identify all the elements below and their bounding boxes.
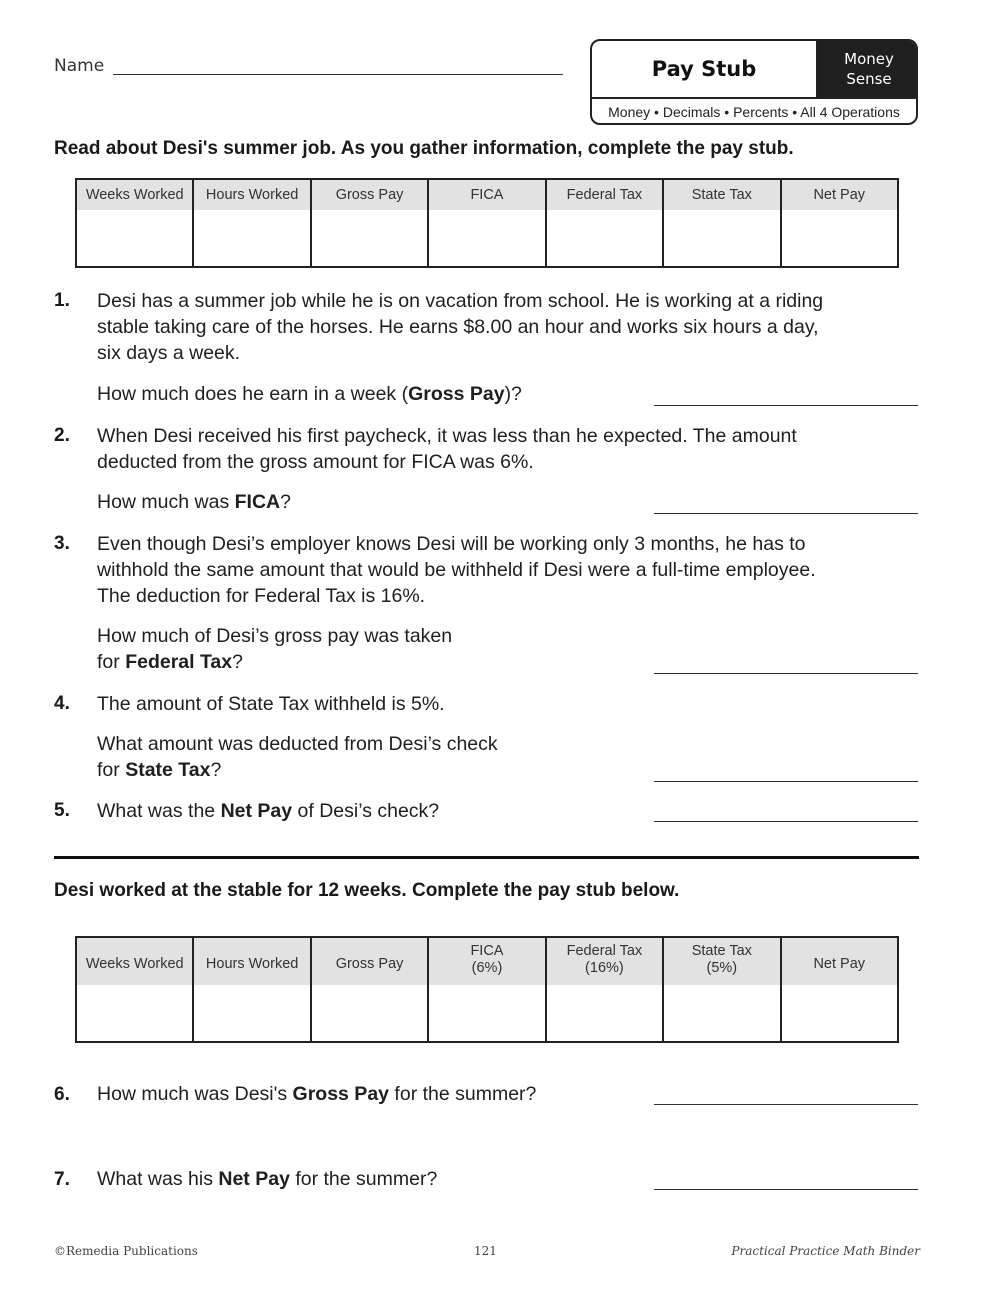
question-line: six days a week. [97, 342, 241, 364]
answer-line-6[interactable] [654, 1104, 918, 1105]
stub2-cell[interactable] [429, 985, 544, 1041]
stub1-cell[interactable] [664, 210, 779, 266]
stub2-col-weeks [77, 938, 194, 1041]
stub2-col-state [664, 938, 781, 1041]
ask-bold: Federal Tax [125, 651, 233, 673]
ask-text: How much does he earn in a week ( [97, 383, 409, 405]
stub2-col-fica [429, 938, 546, 1041]
stub1-col-net [782, 180, 897, 266]
answer-line-1[interactable] [654, 405, 918, 406]
stub1-cell[interactable] [77, 210, 192, 266]
question-number: 5. [54, 800, 70, 821]
stub1-cell[interactable] [194, 210, 309, 266]
ask-bold: FICA [234, 491, 281, 513]
stub2-cell[interactable] [782, 985, 897, 1041]
question-line: The deduction for Federal Tax is 16%. [97, 585, 426, 607]
ask-text: for the summer? [289, 1168, 438, 1190]
question-number: 4. [54, 693, 70, 714]
stub1-cell[interactable] [429, 210, 544, 266]
ask-text: for [97, 759, 126, 781]
stub2-col-gross [312, 938, 429, 1041]
ask-text: How much was Desi's [97, 1083, 293, 1105]
answer-line-5[interactable] [654, 821, 918, 822]
instructions-bottom: Desi worked at the stable for 12 weeks. Complete the pay stub below. [54, 880, 680, 901]
question-3-ask [97, 623, 927, 675]
header-line: Hours Worked [205, 956, 299, 972]
answer-line-3[interactable] [654, 673, 918, 674]
ask-text: What was his [97, 1168, 219, 1190]
stub2-col-federal [547, 938, 664, 1041]
answer-line-2[interactable] [654, 513, 918, 514]
stub1-cell[interactable] [782, 210, 897, 266]
stub1-header: Net Pay [782, 180, 897, 210]
stub2-header [312, 938, 427, 985]
question-3-text [97, 531, 927, 609]
question-4-ask [97, 731, 927, 783]
ask-line: How much of Desi’s gross pay was taken [97, 625, 453, 647]
ask-bold: State Tax [125, 759, 211, 781]
ask-text: of Desi’s check? [292, 800, 440, 822]
ask-text: ? [232, 651, 243, 673]
stub1-header: Hours Worked [194, 180, 309, 210]
stub1-header: State Tax [664, 180, 779, 210]
question-line: When Desi received his first paycheck, it was less than he expected. The amount [97, 425, 797, 447]
ask-line: What amount was deducted from Desi’s check [97, 733, 498, 755]
header-line: Net Pay [813, 956, 866, 972]
stub2-header [782, 938, 897, 985]
title-box [590, 39, 918, 125]
ask-text: for the summer? [389, 1083, 537, 1105]
answer-line-4[interactable] [654, 781, 918, 782]
page-title: Pay Stub [592, 41, 818, 99]
stub2-col-net [782, 938, 897, 1041]
ask-text: ? [280, 491, 291, 513]
footer-copyright: ©Remedia Publications [54, 1244, 198, 1258]
stub2-cell[interactable] [77, 985, 192, 1041]
pay-stub-table-1 [75, 178, 899, 268]
ask-text: ? [210, 759, 222, 781]
stub1-header: Federal Tax [547, 180, 662, 210]
name-label: Name [54, 56, 105, 76]
question-line: stable taking care of the horses. He earns $8.00 an hour and works six hours a day, [97, 316, 819, 338]
stub1-col-state [664, 180, 781, 266]
stub1-header: Gross Pay [312, 180, 427, 210]
question-number: 1. [54, 290, 70, 311]
question-line: The amount of State Tax withheld is 5%. [97, 693, 445, 715]
ask-line [97, 757, 927, 783]
series-line-1: Money [844, 50, 894, 68]
name-field[interactable] [113, 74, 563, 75]
page-number: 121 [474, 1244, 497, 1258]
question-number: 6. [54, 1084, 70, 1105]
header-line: (5%) [706, 959, 738, 976]
ask-text: What was the [97, 800, 221, 822]
stub1-cell[interactable] [312, 210, 427, 266]
question-2-text [97, 423, 927, 475]
stub2-header [547, 938, 662, 985]
question-line: Even though Desi’s employer knows Desi will be working only 3 months, he has to [97, 533, 806, 555]
stub2-col-hours [194, 938, 311, 1041]
ask-text: How much was [97, 491, 235, 513]
stub1-cell[interactable] [547, 210, 662, 266]
stub1-col-hours [194, 180, 311, 266]
stub2-cell[interactable] [664, 985, 779, 1041]
stub1-col-fica [429, 180, 546, 266]
stub2-header [77, 938, 192, 985]
footer-book-title: Practical Practice Math Binder [731, 1244, 920, 1258]
ask-line [97, 649, 927, 675]
stub2-cell[interactable] [547, 985, 662, 1041]
stub2-cell[interactable] [312, 985, 427, 1041]
ask-bold: Gross Pay [408, 383, 505, 405]
question-line: withhold the same amount that would be withheld if Desi were a full-time employee. [97, 559, 816, 581]
answer-line-7[interactable] [654, 1189, 918, 1190]
question-1-text [97, 288, 927, 366]
pay-stub-table-2 [75, 936, 899, 1043]
stub1-col-federal [547, 180, 664, 266]
question-1-ask [97, 381, 927, 407]
section-divider [54, 856, 919, 859]
question-number: 7. [54, 1169, 70, 1190]
ask-bold: Gross Pay [292, 1083, 390, 1105]
stub2-header [664, 938, 779, 985]
question-4-text [97, 691, 927, 717]
series-badge [818, 41, 918, 99]
ask-bold: Net Pay [220, 800, 293, 822]
header-line: FICA [470, 942, 504, 959]
stub1-col-weeks [77, 180, 194, 266]
stub2-header [194, 938, 309, 985]
instructions-top: Read about Desi's summer job. As you gather information, complete the pay stub. [54, 138, 794, 159]
stub1-col-gross [312, 180, 429, 266]
ask-text: )? [504, 383, 522, 405]
ask-bold: Net Pay [218, 1168, 290, 1190]
stub1-header: Weeks Worked [77, 180, 192, 210]
stub2-cell[interactable] [194, 985, 309, 1041]
header-line: State Tax [691, 942, 752, 959]
header-line: Federal Tax [566, 942, 643, 959]
ask-text: for [97, 651, 126, 673]
question-number: 3. [54, 533, 70, 554]
question-line: deducted from the gross amount for FICA was 6%. [97, 451, 534, 473]
stub1-header: FICA [429, 180, 544, 210]
question-number: 2. [54, 425, 70, 446]
question-2-ask [97, 489, 927, 515]
stub2-header [429, 938, 544, 985]
header-line: Weeks Worked [85, 956, 184, 972]
header-line: (16%) [585, 959, 624, 976]
topics-line: Money • Decimals • Percents • All 4 Operations [608, 104, 900, 120]
header-line: Gross Pay [335, 956, 404, 972]
series-line-2: Sense [846, 70, 892, 88]
header-line: (6%) [471, 959, 503, 976]
question-line: Desi has a summer job while he is on vacation from school. He is working at a riding [97, 290, 824, 312]
